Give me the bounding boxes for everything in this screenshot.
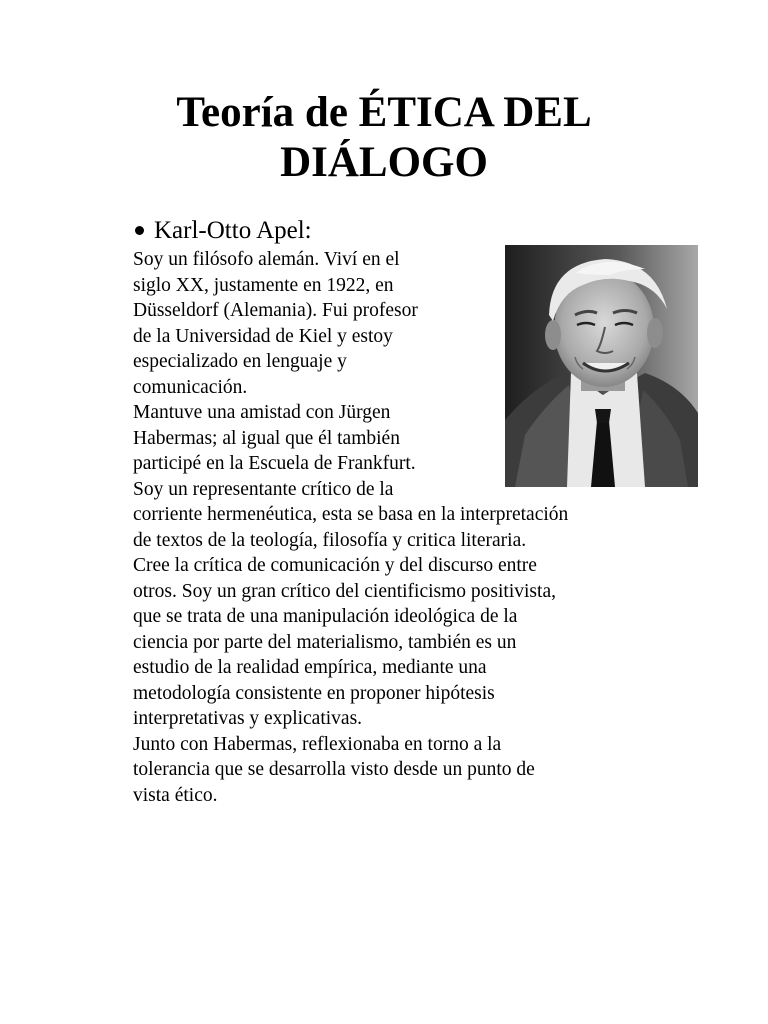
- title-line-1: Teoría de ÉTICA DEL: [176, 89, 592, 136]
- body-line: especializado en lenguaje y: [133, 351, 347, 372]
- body-line: Cree la crítica de comunicación y del discurso entre: [133, 555, 537, 576]
- body-line: comunicación.: [133, 376, 248, 398]
- body-line: metodología consistente en proponer hipótesis: [133, 682, 495, 704]
- body-line: Düsseldorf (Alemania). Fui profesor: [133, 300, 418, 321]
- body-text: [133, 247, 568, 808]
- body-line: ciencia por parte del materialismo, también es un: [133, 631, 517, 653]
- body-line: estudio de la realidad empírica, mediante una: [133, 657, 487, 678]
- section-heading: [133, 216, 312, 246]
- body-line: tolerancia que se desarrolla visto desde un punto de: [133, 759, 535, 780]
- body-line: Junto con Habermas, reflexionaba en torno a la: [133, 733, 502, 755]
- body-line: participé en la Escuela de Frankfurt.: [133, 453, 416, 474]
- bullet-icon: [135, 226, 144, 235]
- heading-text: Karl-Otto Apel:: [154, 217, 312, 244]
- page-title: [100, 88, 668, 188]
- body-line: vista ético.: [133, 784, 218, 806]
- title-line-2: DIÁLOGO: [280, 139, 488, 186]
- body-line: Soy un representante crítico de la: [133, 478, 394, 500]
- body-line: siglo XX, justamente en 1922, en: [133, 274, 394, 296]
- body-line: que se trata de una manipulación ideológica de la: [133, 606, 518, 627]
- body-line: otros. Soy un gran crítico del cientificismo positivista,: [133, 580, 556, 602]
- body-line: Habermas; al igual que él también: [133, 427, 400, 449]
- body-line: Mantuve una amistad con Jürgen: [133, 402, 391, 423]
- body-line: de textos de la teología, filosofía y critica literaria.: [133, 529, 527, 551]
- body-line: Soy un filósofo alemán. Viví en el: [133, 249, 400, 270]
- body-line: de la Universidad de Kiel y estoy: [133, 325, 393, 347]
- body-line: interpretativas y explicativas.: [133, 708, 363, 729]
- body-line: corriente hermenéutica, esta se basa en la interpretación: [133, 504, 569, 525]
